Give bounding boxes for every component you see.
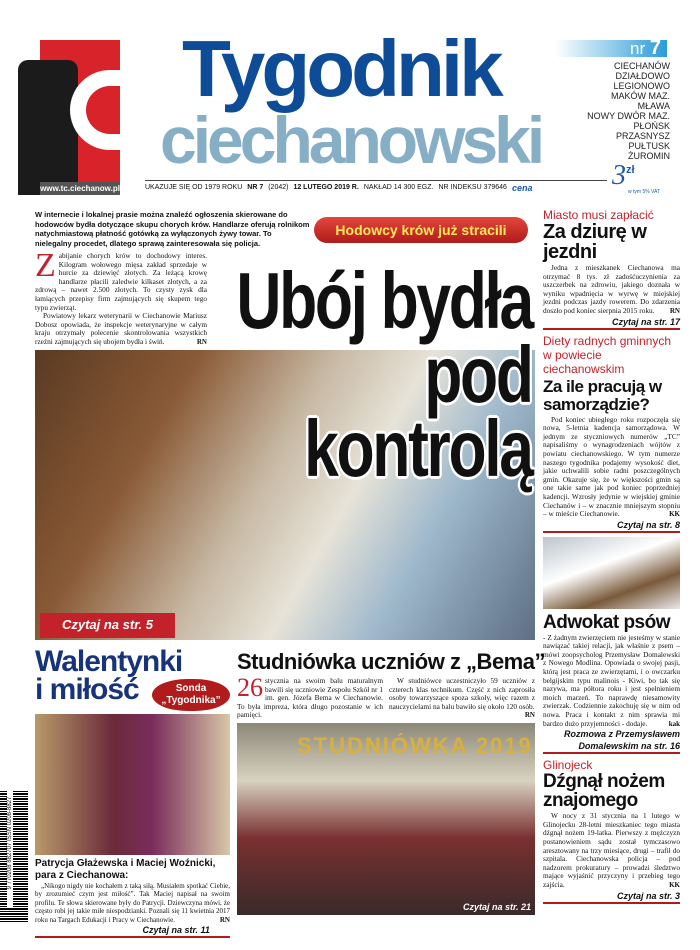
main-article-body bbox=[35, 247, 207, 347]
badge-line: „Tygodnika” bbox=[161, 695, 221, 706]
kicker: Glinojeck bbox=[543, 758, 593, 773]
read-more-link[interactable]: Czytaj na str. 8 bbox=[543, 519, 680, 533]
body-paragraph: abijanie chorych krów to dochodowy interes. Kilogram wołowego mięsa zakład sprzedaje w hurcie za dziewięć złotych. Za leżącą krowę handlarze płacili zaledwie kilkaset złotych, a za zdrową – nawet 2.500 złotych. To czysty zysk dla łamiących przepisy firm zajmujących się skupem tego typu zwierząt. bbox=[35, 251, 207, 312]
dog-photo bbox=[543, 537, 680, 609]
badge-line: Sonda bbox=[175, 683, 207, 694]
valentine-title bbox=[35, 645, 230, 706]
town: DZIAŁDOWO bbox=[615, 71, 670, 81]
caption-title: Patrycja Głażewska i Maciej Woźnicki, para z Ciechanowa: bbox=[35, 857, 216, 881]
prom-text bbox=[237, 673, 535, 720]
nr: NR 7 bbox=[247, 184, 264, 191]
side-article bbox=[543, 208, 680, 330]
article-title: Za dziurę w jezdni bbox=[543, 221, 647, 263]
read-more-link[interactable]: Czytaj na str. 3 bbox=[543, 890, 680, 904]
issue-info-bar bbox=[145, 180, 607, 195]
logo bbox=[40, 40, 120, 195]
read-more-link[interactable]: Czytaj na str. 11 bbox=[35, 924, 230, 938]
town: PRZASNYSZ bbox=[615, 131, 670, 141]
vat-note: w tym 5% VAT bbox=[628, 189, 661, 195]
title-line: Walentynki bbox=[35, 645, 183, 678]
barcode bbox=[0, 790, 28, 922]
article-title: Adwokat psów bbox=[543, 611, 671, 633]
article-text: Jedna z mieszkanek Ciechanowa ma otrzymać 8 tys. zł zadośćuczynienia za uszczerbek na zdrowiu, jakiego doznała w wyniku wpadnięcia w wyrwę w miejskiej jezdni podczas jazdy rowerem. Do zdarzenia doszło pod koniec sierpnia 2015 roku. bbox=[543, 263, 680, 315]
article-text: Pod koniec ubiegłego roku rozpoczęła się nowa, 5-letnia kadencja samorządowa. W jednym ze styczniowych numerów „TC” napisaliśmy o wynagrodzeniach wójtów z powiatu ciechanowskiego. W tym numerze naszego tygodnika podajemy wysokość diet, jakie uchwalili sobie radni poszczególnych gmin. Okazuje się, że w większości gmin są one takie same jak pod koniec poprzedniej kadencji. Wzrosły jedynie w wiejskiej gminie Ciechanów i – w znacznie mniejszym stopniu – w mieście Ciechanowie. bbox=[543, 414, 680, 519]
valentine-section bbox=[35, 645, 230, 938]
article-title: Dźgnął nożem znajomego bbox=[543, 771, 665, 812]
website-link[interactable]: www.tc.ciechanow.pl bbox=[40, 184, 120, 193]
body-paragraph: stycznia na swoim balu maturalnym bawili się uczniowie Zespołu Szkół nr 1 im. gen. Józefa Bema w Ciechanowie. To była impreza, która długo pozostanie w ich pamięci. bbox=[237, 676, 383, 720]
barcode-number bbox=[7, 778, 13, 908]
article-text: - Z żadnym zwierzęciem nie jesteśmy w stanie nawiązać takiej relacji, jak właśnie z psem – mówi zoopsycholog Przemysław Domalewski z Nowego Modlina. Opowiada o swojej pasji, którą jest praca ze zwierzętami, i o owczarku belgijskim typu malinois - Kiwi, bo tak się nazywa, ma półtora roku i jest spełnieniem moich marzeń. To naprawdę niesamowity zwierzak. Codziennie zakochuję się w nim od nowa. Praca i kontakt z nim sprawia mi bardzo dużo przyjemności - dodaje. bbox=[543, 632, 680, 728]
main-lead: W internecie i lokalnej prasie można znaleźć ogłoszenia skierowane do hodowców bydła dotyczące skupu chorych krów. Handlarze oferują rolnikom natychmiastową płatność gotówką za wyłączonych żywy towar. To nielegalny procedet, dlatego sprawą zainteresowała się policja. bbox=[35, 210, 310, 248]
main-kicker-pill: Hodowcy krów już stracili bbox=[314, 217, 528, 243]
author: kak bbox=[668, 719, 680, 728]
balloon-banner: STUDNIÓWKA 2019 bbox=[297, 732, 533, 758]
nr-total: (2042) bbox=[268, 184, 289, 191]
dropcap: Z bbox=[35, 247, 56, 284]
survey-badge bbox=[152, 679, 230, 711]
read-more-link[interactable]: Czytaj na str. 5 bbox=[40, 613, 175, 638]
circulation: NAKŁAD 14 300 EGZ. bbox=[363, 184, 434, 191]
right-column bbox=[543, 208, 680, 904]
price-label: cena bbox=[511, 183, 533, 193]
prom-photo bbox=[237, 723, 535, 915]
prom-section bbox=[237, 649, 545, 915]
author: RN bbox=[524, 711, 535, 720]
headline-line: kontrolą bbox=[304, 404, 532, 493]
read-more-link[interactable]: Czytaj na str. 21 bbox=[462, 902, 531, 912]
town: MŁAWA bbox=[637, 101, 670, 111]
valentine-caption bbox=[35, 858, 230, 938]
headline-line: pod bbox=[424, 330, 532, 419]
town: PUŁTUSK bbox=[628, 141, 670, 151]
title-line: i miłość bbox=[35, 673, 139, 706]
price bbox=[612, 160, 672, 196]
dropcap: 26 bbox=[237, 673, 263, 702]
issue-number: 7 bbox=[649, 37, 661, 59]
side-article bbox=[543, 334, 680, 533]
prom-text-col2 bbox=[389, 677, 535, 720]
price-unit: zł bbox=[626, 164, 635, 176]
town: MAKÓW MAZ. bbox=[611, 91, 670, 101]
town: CIECHANÓW bbox=[614, 61, 670, 71]
since: UKAZUJE SIĘ OD 1979 ROKU bbox=[145, 184, 243, 191]
towns-list bbox=[587, 61, 670, 161]
author: RN bbox=[196, 337, 207, 346]
read-more-link[interactable]: Rozmowa z Przemysławem Domalewskim na str. 16 bbox=[543, 728, 680, 754]
town: PŁOŃSK bbox=[633, 121, 670, 131]
index-number: NR INDEKSU 379646 bbox=[438, 184, 507, 191]
logo-t-shape bbox=[18, 60, 78, 195]
masthead-subtitle: ciechanowski bbox=[160, 103, 542, 177]
side-article bbox=[543, 758, 680, 903]
issue-badge bbox=[555, 37, 667, 59]
article-text: W nocy z 31 stycznia na 1 lutego w Glinojecku 28-letni mieszkaniec tego miasta dźgnął nożem 19-latka. Pierwszy z mężczyzn postanowieniem sądu został tymczasowo aresztowany na trzy miesiące, drugi – trafił do szpitala. Ciechanowska policja – pod nadzorem prokuratury – prowadzi śledztwo mające wyjaśnić przyczyny i przebieg tego zajścia. bbox=[543, 811, 680, 889]
barcode-digits: 9 770208 882707 bbox=[7, 842, 13, 890]
town: LEGIONOWO bbox=[613, 81, 670, 91]
issue-date: 12 LUTEGO 2019 R. bbox=[293, 184, 359, 191]
prom-title: Studniówka uczniów z „Bema” bbox=[237, 649, 545, 674]
town: NOWY DWÓR MAZ. bbox=[587, 111, 670, 121]
article-title: Za ile pracują w samorządzie? bbox=[543, 376, 662, 414]
read-more-link[interactable]: Czytaj na str. 17 bbox=[543, 316, 680, 330]
author: RN bbox=[219, 915, 230, 924]
price-value: 3 bbox=[612, 160, 626, 191]
caption-text: „Nikogo nigdy nie kochałem z taką siłą. Musiałem spotkać Ciebie, by zrozumieć czym jest miłość”. Tak Maciej napisał na swoim profilu. Te słowa skierowane były do Patrycji. Dziewczyna mówi, że często robi jej takie miłe niespodzianki. Poznali się 11 kwietnia 2017 roku na Targach Edukacji i Pracy w Ciechanowie. bbox=[35, 881, 230, 924]
issn: ISSN 0208-8827 bbox=[7, 796, 13, 841]
author: KK bbox=[669, 880, 680, 889]
kicker: Miasto musi zapłacić bbox=[543, 208, 654, 222]
side-article bbox=[543, 613, 680, 755]
headline-line: Ubój bydła bbox=[236, 256, 532, 345]
prom-text-col1 bbox=[237, 673, 383, 720]
kicker: Diety radnych gminnych w powiecie ciechanowskim bbox=[543, 333, 672, 376]
author: KK bbox=[669, 510, 680, 519]
body-paragraph: W studniówce uczestniczyło 59 uczniów z czterech klas technikum. Część z nich zaprosiła osoby towarzyszące spoza szkoły, więc razem z nauczycielami na balu bawiło się około 120 osób. bbox=[389, 676, 535, 711]
author: RN bbox=[669, 306, 680, 315]
town: ŻUROMIN bbox=[628, 151, 670, 161]
couple-photo bbox=[35, 714, 230, 855]
masthead-title: Tygodnik bbox=[182, 24, 500, 113]
body-paragraph: Powiatowy lekarz weterynarii w Ciechanowie Mariusz Dobosz opowiada, że inspekcje weterynaryjne w całym kraju otrzymały polecenie skontrolowania wszystkich rzeźni zajmujących się ubojem bydła i świń. bbox=[35, 311, 207, 346]
issue-label: nr bbox=[630, 39, 646, 58]
